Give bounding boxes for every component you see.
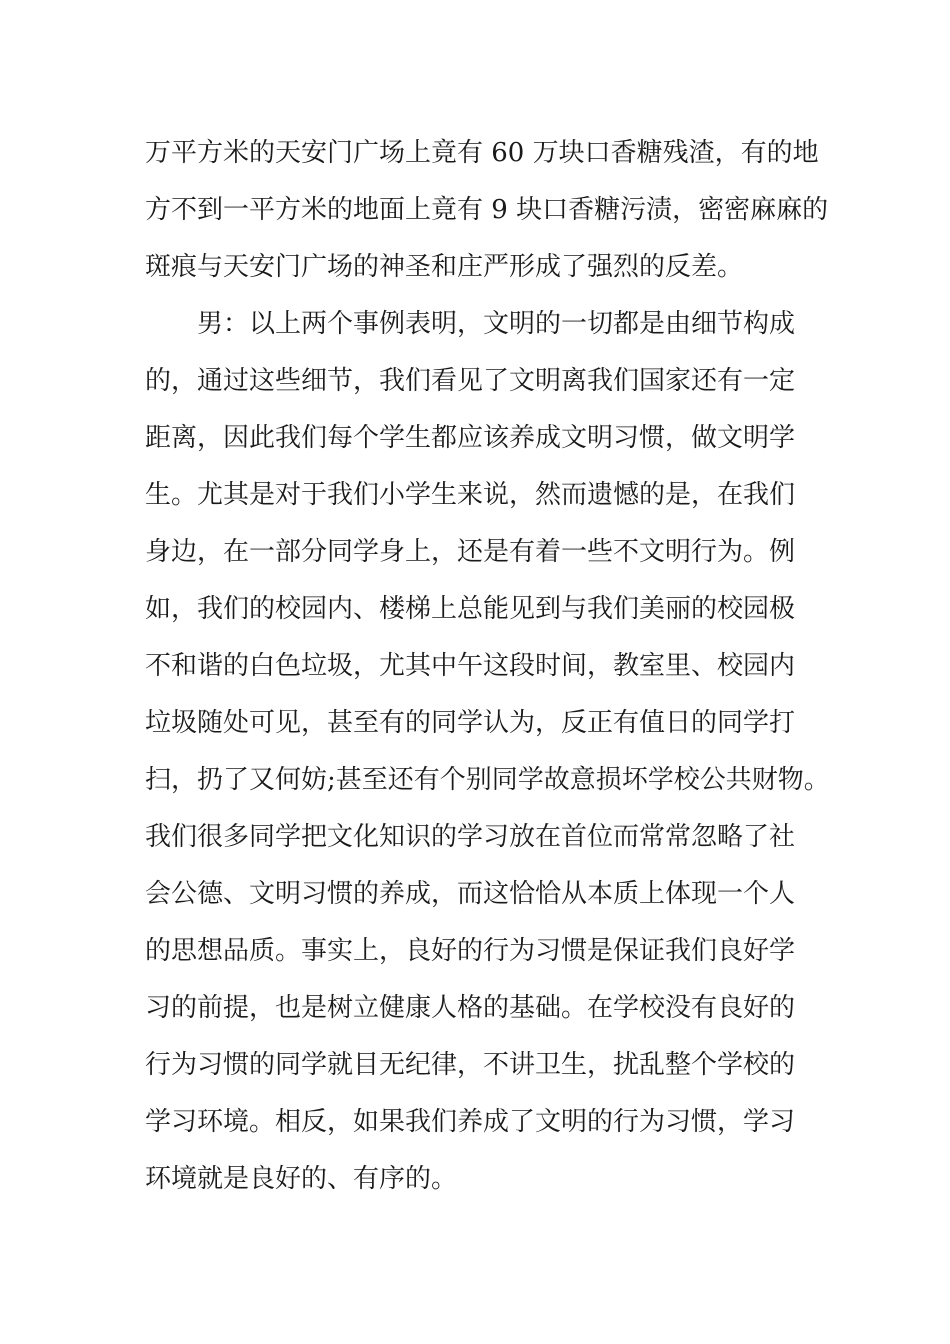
text-line: 学习环境。相反，如果我们养成了文明的行为习惯，学习 [145,1107,796,1137]
text-line: 的，通过这些细节，我们看见了文明离我们国家还有一定 [145,366,796,396]
text-line: 不和谐的白色垃圾，尤其中午这段时间，教室里、校园内 [145,651,796,681]
body-text [145,125,830,1208]
text-line: 扫，扔了又何妨;甚至还有个别同学故意损坏学校公共财物。 [145,765,830,795]
text-line: 行为习惯的同学就目无纪律，不讲卫生，扰乱整个学校的 [145,1050,796,1080]
text-line: 方不到一平方米的地面上竟有 9 块口香糖污渍，密密麻麻的 [145,195,829,225]
text-line: 如，我们的校园内、楼梯上总能见到与我们美丽的校园极 [145,594,796,624]
text-line: 生。尤其是对于我们小学生来说，然而遗憾的是，在我们 [145,480,796,510]
text-line: 身边，在一部分同学身上，还是有着一些不文明行为。例 [145,537,796,567]
text-line: 会公德、文明习惯的养成，而这恰恰从本质上体现一个人 [145,879,796,909]
text-line: 垃圾随处可见，甚至有的同学认为，反正有值日的同学打 [145,708,796,738]
text-line: 的思想品质。事实上，良好的行为习惯是保证我们良好学 [145,936,796,966]
text-line: 环境就是良好的、有序的。 [145,1164,458,1194]
text-line: 习的前提，也是树立健康人格的基础。在学校没有良好的 [145,993,796,1023]
text-line: 距离，因此我们每个学生都应该养成文明习惯，做文明学 [145,423,796,453]
text-line: 斑痕与天安门广场的神圣和庄严形成了强烈的反差。 [145,252,744,282]
text-line: 男：以上两个事例表明，文明的一切都是由细节构成 [145,309,796,339]
text-line: 万平方米的天安门广场上竟有 60 万块口香糖残渣，有的地 [145,138,819,168]
text-line: 我们很多同学把文化知识的学习放在首位而常常忽略了社 [145,822,796,852]
